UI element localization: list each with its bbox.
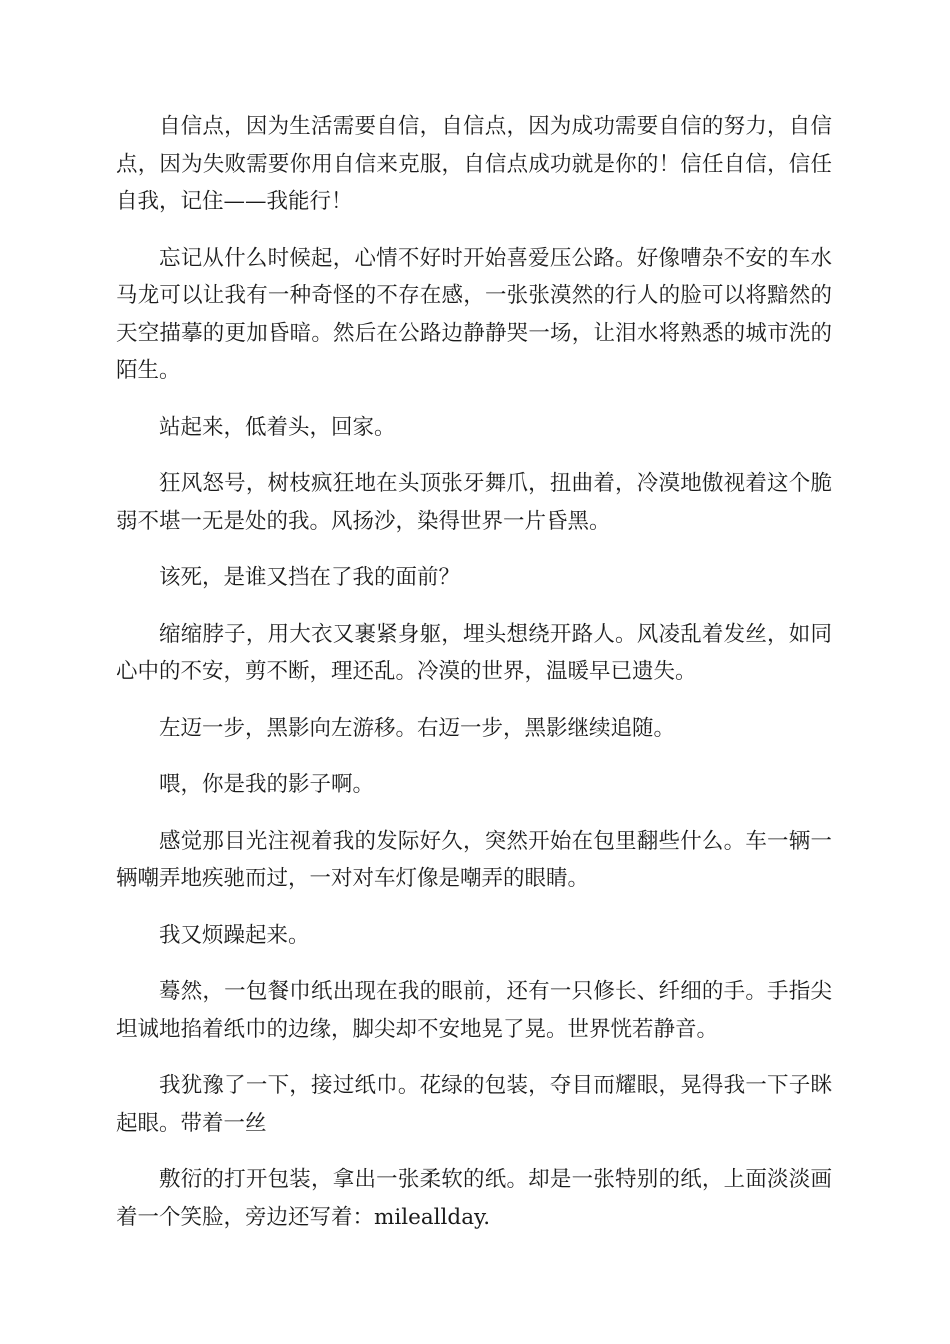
paragraph: 我犹豫了一下，接过纸巾。花绿的包装，夺目而耀眼，晃得我一下子眯起眼。带着一丝	[116, 1073, 832, 1136]
paragraph: 站起来，低着头，回家。	[159, 414, 396, 440]
paragraph: 喂，你是我的影子啊。	[159, 772, 375, 797]
paragraph: 缩缩脖子，用大衣又裹紧身躯，埋头想绕开路人。风凌乱着发丝，如同心中的不安，剪不断，理还乱。冷漠的世界，温暖早已遗失。	[116, 621, 832, 684]
paragraph: 左迈一步，黑影向左游移。右迈一步，黑影继续追随。	[159, 715, 676, 741]
paragraph: 我又烦躁起来。	[159, 922, 310, 948]
paragraph: 狂风怒号，树枝疯狂地在头顶张牙舞爪，扭曲着，冷漠地傲视着这个脆弱不堪一无是处的我。风扬沙，染得世界一片昏黑。	[116, 471, 832, 534]
paragraph: 感觉那目光注视着我的发际好久，突然开始在包里翻些什么。车一辆一辆嘲弄地疾驰而过，一对对车灯像是嘲弄的眼睛。	[116, 828, 832, 891]
paragraph: 敷衍的打开包装，拿出一张柔软的纸。却是一张特别的纸，上面淡淡画着一个笑脸，旁边还写着：mileallday.	[116, 1167, 832, 1230]
paragraph: 该死，是谁又挡在了我的面前？	[159, 565, 461, 590]
paragraph: 蓦然，一包餐巾纸出现在我的眼前，还有一只修长、纤细的手。手指尖坦诚地掐着纸巾的边缘，脚尖却不安地晃了晃。世界恍若静音。	[116, 979, 832, 1042]
paragraph: 忘记从什么时候起，心情不好时开始喜爱压公路。好像嘈杂不安的车水马龙可以让我有一种奇怪的不存在感，一张张漠然的行人的脸可以将黯然的天空描摹的更加昏暗。然后在公路边静静哭一场，让泪水将熟悉的城市洗的陌生。	[116, 245, 832, 383]
document-body	[116, 108, 832, 1255]
paragraph: 自信点，因为生活需要自信，自信点，因为成功需要自信的努力，自信点，因为失败需要你用自信来克服，自信点成功就是你的！信任自信，信任自我，记住——我能行！	[116, 114, 832, 214]
